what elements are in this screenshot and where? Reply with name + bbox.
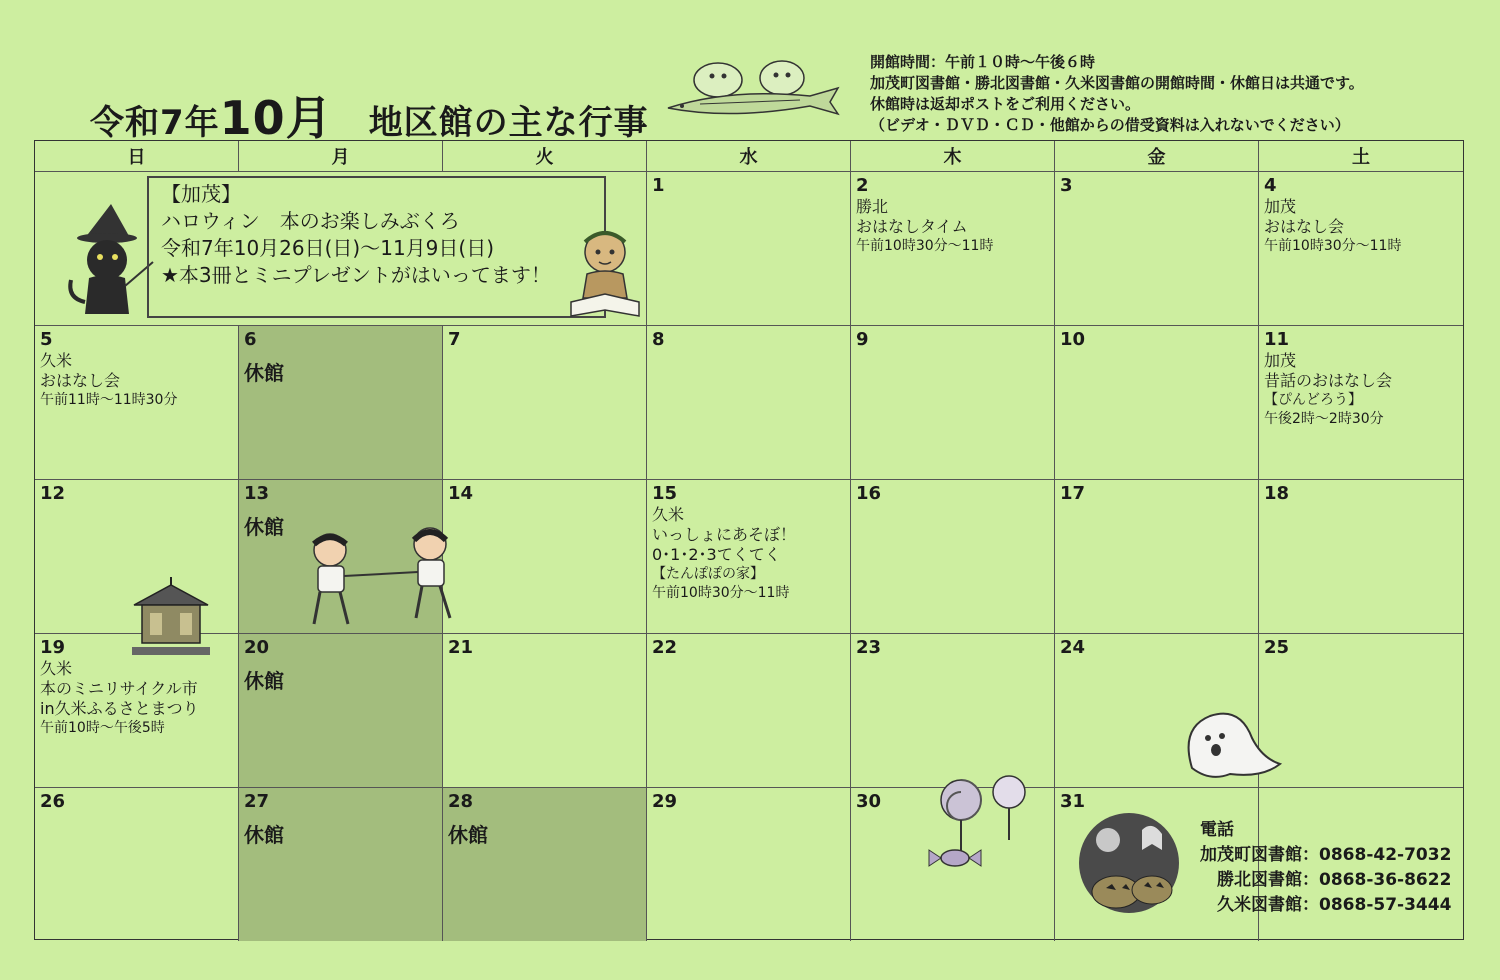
fish-illustration-icon — [660, 58, 845, 130]
day-cell-17[interactable]: 17 — [1055, 480, 1259, 634]
promo-title: ハロウィン 本のお楽しみぶくろ — [161, 209, 460, 233]
page-title: 令和7年10月 地区館の主な行事 — [90, 91, 649, 145]
day-cell-2[interactable]: 2 勝北 おはなしタイム 午前10時30分～11時 — [851, 172, 1055, 326]
day-cell-23[interactable]: 23 — [851, 634, 1055, 788]
day-cell-11[interactable]: 11 加茂 昔話のおはなし会 【ぴんどろう】 午後2時～2時30分 — [1259, 326, 1463, 480]
closed-label: 休館 — [244, 361, 284, 385]
weekday-wed: 水 — [647, 141, 851, 172]
day-cell-8[interactable]: 8 — [647, 326, 851, 480]
opening-info: 開館時間：午前１０時～午後６時 加茂町図書館・勝北図書館・久米図書館の開館時間・休館日は共通です。 休館時は返却ポストをご利用ください。 （ビデオ・ＤＶＤ・ＣＤ・他館からの借受資料は入れないでください） — [870, 53, 1364, 134]
day-cell-19[interactable]: 19 久米 本のミニリサイクル市 in久米ふるさとまつり 午前10時～午後5時 — [35, 634, 239, 788]
closed-label: 休館 — [244, 669, 284, 693]
day-cell-29[interactable]: 29 — [647, 788, 851, 941]
weekday-fri: 金 — [1055, 141, 1259, 172]
day-cell-5[interactable]: 5 久米 おはなし会 午前11時～11時30分 — [35, 326, 239, 480]
day-cell-7[interactable]: 7 — [443, 326, 647, 480]
day-cell-15[interactable]: 15 久米 いっしょにあそぼ！ 0･1･2･3てくてく 【たんぽぽの家】 午前10時30分～11時 — [647, 480, 851, 634]
day-cell-3[interactable]: 3 — [1055, 172, 1259, 326]
phone-row: 加茂町図書館 ： 0868-42-7032 — [1200, 845, 1452, 865]
day-cell-16[interactable]: 16 — [851, 480, 1055, 634]
candy-icon — [925, 770, 1037, 880]
day-cell-13[interactable]: 13 休館 — [239, 480, 443, 634]
running-children-icon — [300, 520, 480, 638]
ghost-icon — [1170, 708, 1286, 784]
day-cell-18[interactable]: 18 — [1259, 480, 1463, 634]
day-cell-20[interactable]: 20 休館 — [239, 634, 443, 788]
day-cell-28[interactable]: 28 休館 — [443, 788, 647, 941]
closed-label: 休館 — [244, 515, 284, 539]
day-cell-25[interactable]: 25 — [1259, 634, 1463, 788]
day-cell-27[interactable]: 27 休館 — [239, 788, 443, 941]
day-cell-22[interactable]: 22 — [647, 634, 851, 788]
day-cell-14[interactable]: 14 — [443, 480, 647, 634]
day-cell-30[interactable]: 30 — [851, 788, 1055, 941]
halloween-banner-cell — [35, 172, 647, 326]
weekday-sun: 日 — [35, 141, 239, 172]
closed-label: 休館 — [448, 823, 488, 847]
weekday-tue: 火 — [443, 141, 647, 172]
pumpkin-night-icon — [1072, 810, 1186, 916]
reading-child-icon — [567, 220, 645, 320]
promo-note: ★本3冊とミニプレゼントがはいってます！ — [161, 263, 551, 287]
day-cell-9[interactable]: 9 — [851, 326, 1055, 480]
phone-row: 勝北図書館 ： 0868-36-8622 — [1217, 870, 1452, 890]
day-cell-21[interactable]: 21 — [443, 634, 647, 788]
phone-label: 電話 — [1200, 820, 1234, 840]
day-cell-12[interactable]: 12 — [35, 480, 239, 634]
promo-period: 令和7年10月26日(日)～11月9日(日) — [161, 236, 495, 260]
promo-location: 【加茂】 — [161, 182, 241, 206]
weekday-thu: 木 — [851, 141, 1055, 172]
day-cell-6[interactable]: 6 休館 — [239, 326, 443, 480]
day-cell-24[interactable]: 24 — [1055, 634, 1259, 788]
day-cell-31[interactable]: 31 — [1055, 788, 1259, 941]
weekday-mon: 月 — [239, 141, 443, 172]
day-cell-26[interactable]: 26 — [35, 788, 239, 941]
day-cell-4[interactable]: 4 加茂 おはなし会 午前10時30分～11時 — [1259, 172, 1463, 326]
halloween-promo-box — [147, 176, 606, 318]
closed-label: 休館 — [244, 823, 284, 847]
day-cell-1[interactable]: 1 — [647, 172, 851, 326]
day-cell-10[interactable]: 10 — [1055, 326, 1259, 480]
festival-shrine-icon — [128, 575, 214, 667]
weekday-sat: 土 — [1259, 141, 1463, 172]
witch-cat-icon — [63, 202, 158, 322]
phone-row: 久米図書館 ： 0868-57-3444 — [1217, 895, 1452, 915]
phone-directory — [1200, 818, 1451, 918]
